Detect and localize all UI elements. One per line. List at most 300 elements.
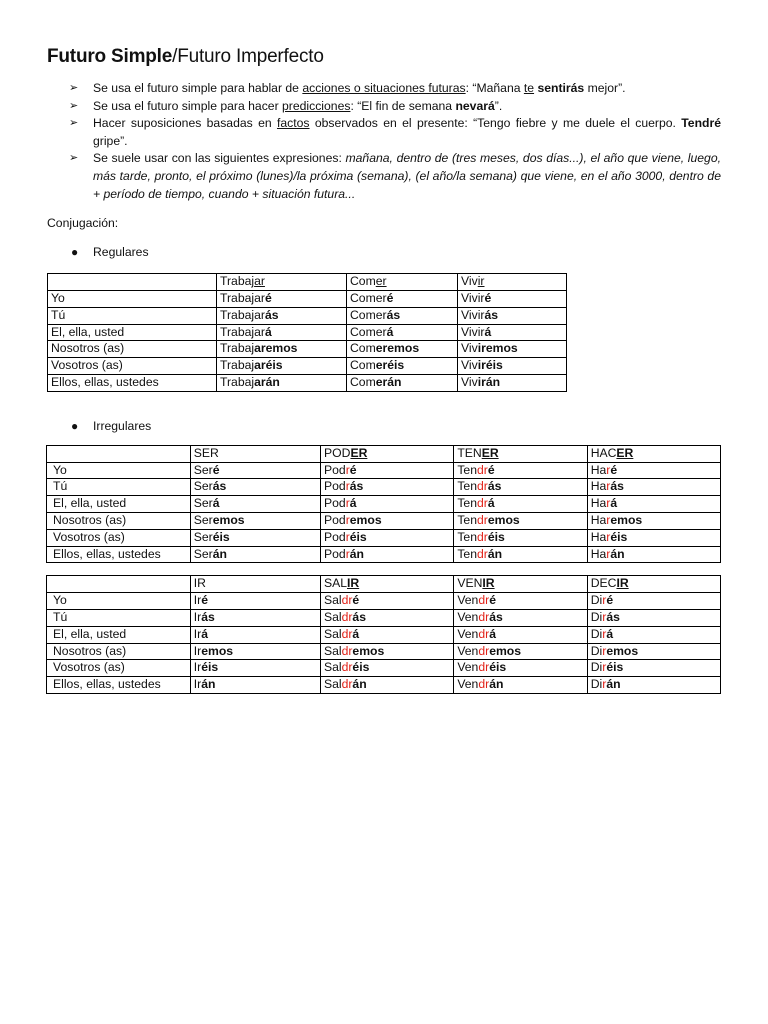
table-cell (217, 341, 347, 358)
text-segment: Nosotros (as) (53, 643, 127, 658)
text-segment: á (606, 626, 614, 641)
text-segment: IR (482, 576, 495, 591)
text-segment: Nosotros (as) (51, 341, 125, 356)
irregular-verbs-table-2 (46, 575, 721, 694)
text-segment: Di (590, 609, 603, 624)
text-segment: Pod (324, 529, 346, 544)
table-header-row (48, 274, 567, 291)
text-segment: Vivir (461, 324, 485, 339)
table-cell (454, 626, 587, 643)
table-cell (347, 307, 458, 324)
text-segment: Sal (323, 660, 342, 675)
table-cell (47, 677, 191, 694)
text-segment: éis (610, 529, 628, 544)
text-segment: ER (481, 445, 499, 460)
table-cell (321, 529, 454, 546)
table-cell (48, 341, 217, 358)
text-segment: Com (350, 274, 376, 289)
text-segment: ás (349, 479, 364, 494)
table-cell (217, 274, 347, 291)
table-row (48, 290, 567, 307)
table-row (47, 643, 721, 660)
table-cell (347, 290, 458, 307)
text-segment: Ser (193, 462, 213, 477)
table-cell (47, 593, 191, 610)
text-segment: dr (478, 643, 490, 658)
table-cell (190, 529, 320, 546)
text-segment: é (201, 593, 208, 608)
table-cell (454, 677, 587, 694)
regulares-label: Regulares (93, 245, 149, 260)
table-row (48, 324, 567, 341)
table-cell (47, 576, 191, 593)
table-cell (587, 609, 720, 626)
text-segment: Ten (457, 529, 477, 544)
text-segment: Se suele usar con las siguientes expresiones: (93, 151, 346, 166)
table-cell (47, 479, 191, 496)
table-cell (454, 546, 587, 563)
text-segment: án (606, 677, 621, 692)
table-cell (320, 626, 453, 643)
text-segment: TEN (457, 445, 482, 460)
text-segment: eremos (375, 341, 420, 356)
table-cell (190, 576, 320, 593)
usage-list (47, 80, 721, 203)
table-row (47, 546, 721, 563)
text-segment: á (264, 324, 272, 339)
text-segment: SAL (323, 576, 347, 591)
table-cell (320, 660, 453, 677)
table-cell (47, 546, 191, 563)
table-cell (190, 496, 320, 513)
table-cell (47, 609, 191, 626)
text-segment: r (602, 660, 607, 675)
text-segment: dr (478, 660, 490, 675)
table-cell (190, 660, 320, 677)
text-segment: El, ella, usted (53, 496, 127, 511)
text-segment: Sal (323, 609, 342, 624)
table-cell (190, 462, 320, 479)
table-cell (458, 307, 567, 324)
table-row (48, 341, 567, 358)
table-cell (321, 462, 454, 479)
table-cell (190, 546, 320, 563)
table-cell (587, 643, 720, 660)
table-cell (587, 660, 720, 677)
table-cell (587, 546, 720, 563)
text-segment: é (349, 462, 357, 477)
text-segment: emos (610, 512, 643, 527)
text-segment: observados en el presente: “Tengo fiebre y me duele el cuerpo. (309, 116, 682, 131)
text-segment: iremos (477, 341, 518, 356)
text-segment: Com (350, 358, 376, 373)
table-cell (458, 358, 567, 375)
text-segment: r (345, 462, 350, 477)
text-segment: r (606, 546, 611, 561)
text-segment: Tú (51, 307, 66, 322)
text-segment: arán (254, 374, 280, 389)
text-segment: Ellos, ellas, ustedes (53, 546, 161, 561)
table-cell (454, 576, 587, 593)
table-row (47, 626, 721, 643)
table-row (47, 512, 721, 529)
table-cell (217, 290, 347, 307)
text-segment: emos (489, 643, 522, 658)
text-segment: Ven (457, 677, 479, 692)
table-cell (454, 643, 587, 660)
text-segment: án (610, 546, 625, 561)
table-cell (347, 341, 458, 358)
text-segment: án (489, 677, 504, 692)
table-cell (321, 445, 454, 462)
text-segment: é (606, 593, 614, 608)
table-row (47, 496, 721, 513)
table-row (47, 660, 721, 677)
table-cell (587, 677, 720, 694)
text-segment: r (602, 643, 607, 658)
text-segment: Yo (51, 290, 65, 305)
text-segment: Trabaj (220, 358, 255, 373)
text-segment: é (610, 462, 618, 477)
text-segment: r (345, 479, 350, 494)
text-segment: Trabajar (220, 324, 265, 339)
text-segment: ás (352, 609, 366, 624)
text-segment: dr (478, 593, 490, 608)
text-segment: Hacer suposiciones basadas en (93, 116, 277, 131)
text-segment: ás (487, 479, 502, 494)
text-segment: emos (201, 643, 234, 658)
document-page (47, 44, 721, 694)
text-segment: Ser (193, 512, 213, 527)
text-segment: Vosotros (as) (53, 660, 125, 675)
text-segment: dr (478, 677, 490, 692)
text-segment: Di (590, 593, 603, 608)
table-cell (47, 529, 191, 546)
text-segment: dr (341, 593, 353, 608)
text-segment: Tendré (681, 116, 721, 131)
text-segment: ás (484, 307, 499, 322)
table-row (48, 374, 567, 391)
title-bold: Futuro Simple (47, 46, 173, 67)
text-segment: iréis (477, 358, 503, 373)
text-segment: Sal (323, 593, 342, 608)
table-cell (190, 445, 320, 462)
text-segment: á (489, 626, 496, 641)
text-segment: IR (616, 576, 629, 591)
text-segment: dr (476, 546, 488, 561)
text-segment: Trabaj (220, 274, 255, 289)
text-segment: án (487, 546, 503, 561)
table-cell (190, 593, 320, 610)
text-segment: eréis (375, 358, 405, 373)
table-cell (47, 643, 191, 660)
text-segment: Trabajar (220, 307, 265, 322)
text-segment: Ha (590, 529, 607, 544)
text-segment: r (345, 546, 350, 561)
text-segment: Yo (53, 462, 67, 477)
text-segment: ”. (494, 98, 503, 113)
text-segment: te (523, 81, 535, 95)
text-segment: Ellos, ellas, ustedes (53, 677, 161, 692)
table-cell (48, 307, 217, 324)
text-segment: emos (606, 643, 639, 658)
table-cell (347, 358, 458, 375)
table-cell (321, 496, 454, 513)
text-segment: Trabaj (220, 374, 255, 389)
table-cell (320, 677, 453, 694)
text-segment: r (345, 529, 350, 544)
table-cell (217, 358, 347, 375)
text-segment: Trabaj (220, 341, 255, 356)
table-cell (458, 290, 567, 307)
text-segment: án (352, 677, 367, 692)
text-segment: dr (478, 626, 490, 641)
text-segment: r (606, 496, 611, 511)
text-segment: Ir (193, 677, 202, 692)
table-cell (454, 496, 587, 513)
table-cell (47, 512, 191, 529)
text-segment: dr (476, 479, 488, 494)
text-segment: ás (264, 307, 279, 322)
text-segment: án (212, 546, 227, 561)
text-segment: Pod (324, 462, 346, 477)
text-segment: ER (616, 445, 634, 460)
text-segment: Ven (457, 593, 479, 608)
table-row (47, 593, 721, 610)
text-segment: Comer (350, 290, 387, 305)
text-segment: r (606, 462, 611, 477)
text-segment: Viv (461, 358, 478, 373)
text-segment: Ten (457, 512, 477, 527)
text-segment: dr (478, 609, 490, 624)
text-segment: Ven (457, 643, 479, 658)
text-segment: dr (341, 660, 353, 675)
table-cell (217, 307, 347, 324)
text-segment: éis (201, 660, 219, 675)
table-cell (454, 445, 587, 462)
text-segment: Vosotros (as) (53, 529, 125, 544)
table-row (47, 677, 721, 694)
text-segment: Se usa el futuro simple para hacer (93, 98, 283, 113)
text-segment: á (352, 626, 360, 641)
table-cell (190, 609, 320, 626)
arrow-bullet-icon: ➢ (69, 117, 79, 130)
table-cell (47, 496, 191, 513)
text-segment: Viv (461, 274, 478, 289)
text-segment: nevará (455, 98, 495, 113)
table-cell (190, 512, 320, 529)
text-segment: é (489, 593, 496, 608)
text-segment: mejor”. (584, 81, 626, 95)
text-segment: Viv (461, 341, 478, 356)
text-segment: Ven (457, 609, 479, 624)
table-cell (454, 593, 587, 610)
text-segment: éis (352, 660, 370, 675)
text-segment: Ven (457, 626, 479, 641)
text-segment: Di (590, 626, 603, 641)
text-segment: r (345, 496, 350, 511)
table-cell (458, 341, 567, 358)
table-cell (454, 529, 587, 546)
text-segment: ás (606, 609, 620, 624)
dot-bullet-icon: ● (71, 245, 79, 260)
text-segment: Ten (457, 496, 477, 511)
text-segment: emos (487, 512, 520, 527)
text-segment: aremos (254, 341, 298, 356)
text-segment: éis (489, 660, 507, 675)
table-cell (48, 324, 217, 341)
text-segment: éis (212, 529, 230, 544)
text-segment: Se usa el futuro simple para hablar de (93, 81, 303, 95)
text-segment: á (610, 496, 618, 511)
table-cell (47, 462, 191, 479)
text-segment: El, ella, usted (51, 324, 125, 339)
text-segment: éis (606, 660, 624, 675)
text-segment: á (349, 496, 357, 511)
text-segment: Sal (323, 677, 342, 692)
text-segment: Vivir (461, 290, 485, 305)
text-segment: Tú (53, 609, 68, 624)
text-segment: Tú (53, 479, 68, 494)
table-cell (190, 479, 320, 496)
table-cell (190, 626, 320, 643)
text-segment: Vivir (461, 307, 485, 322)
table-cell (587, 529, 720, 546)
text-segment: Ha (590, 462, 607, 477)
table-cell (320, 593, 453, 610)
table-cell (454, 660, 587, 677)
text-segment: emos (212, 512, 245, 527)
text-segment: POD (324, 445, 351, 460)
text-segment: dr (476, 496, 488, 511)
table-row (47, 479, 721, 496)
text-segment: Ser (193, 496, 213, 511)
text-segment: é (212, 462, 220, 477)
table-cell (587, 479, 720, 496)
text-segment: ER (350, 445, 368, 460)
table-cell (458, 274, 567, 291)
text-segment: é (487, 462, 495, 477)
text-segment: dr (476, 462, 488, 477)
text-segment: ás (386, 307, 401, 322)
text-segment: Com (350, 374, 376, 389)
usage-item (69, 98, 721, 116)
table-cell (587, 496, 720, 513)
text-segment: Di (590, 660, 603, 675)
table-cell (587, 445, 720, 462)
table-cell (587, 626, 720, 643)
table-cell (454, 609, 587, 626)
text-segment: Ir (193, 660, 202, 675)
text-segment: Vosotros (as) (51, 358, 123, 373)
regular-verbs-table (47, 273, 567, 392)
text-segment: á (212, 496, 220, 511)
text-segment: Ha (590, 496, 607, 511)
table-cell (47, 660, 191, 677)
text-segment: r (606, 479, 611, 494)
text-segment: Comer (350, 307, 387, 322)
table-cell (47, 626, 191, 643)
text-segment: dr (341, 626, 353, 641)
text-segment: dr (341, 677, 353, 692)
table-cell (458, 324, 567, 341)
text-segment: Trabajar (220, 290, 265, 305)
usage-item (69, 150, 721, 203)
dot-bullet-icon: ● (71, 418, 79, 433)
text-segment: Pod (324, 479, 346, 494)
text-segment: dr (341, 609, 353, 624)
text-segment: án (349, 546, 364, 561)
text-segment: r (606, 512, 611, 527)
text-segment: factos (276, 116, 310, 131)
table-row (47, 609, 721, 626)
text-segment: Comer (350, 324, 387, 339)
text-segment: Ha (590, 512, 607, 527)
text-segment: ás (489, 609, 503, 624)
table-cell (48, 358, 217, 375)
text-segment: irán (477, 374, 501, 389)
regulares-heading (47, 244, 721, 261)
text-segment: éis (487, 529, 505, 544)
table-header-row (47, 445, 721, 462)
text-segment: DEC (590, 576, 617, 591)
text-segment: é (386, 290, 394, 305)
table-cell (454, 479, 587, 496)
table-cell (587, 462, 720, 479)
text-segment: á (386, 324, 394, 339)
text-segment: sentirás (537, 81, 585, 95)
text-segment: mañana, dentro de (tres meses, dos días...), el año que viene, luego, más tarde, pronto, el próximo (lunes)/la próxima (semana), (el año/la semana) que viene, en el año 3000, dentro de + período de tiempo, cuando + situación futura... (93, 151, 721, 201)
table-cell (48, 374, 217, 391)
text-segment: IR (347, 576, 360, 591)
text-segment: VEN (457, 576, 483, 591)
text-segment: éis (349, 529, 367, 544)
table-cell (48, 274, 217, 291)
text-segment: Ir (193, 593, 202, 608)
title-rest: /Futuro Imperfecto (172, 46, 324, 67)
text-segment: dr (476, 512, 488, 527)
text-segment: Ser (193, 546, 213, 561)
text-segment: Yo (53, 593, 67, 608)
text-segment: ás (212, 479, 227, 494)
text-segment: El, ella, usted (53, 626, 127, 641)
text-segment: Sal (323, 643, 342, 658)
text-segment: Ser (193, 529, 213, 544)
table-row (48, 358, 567, 375)
table-cell (320, 609, 453, 626)
text-segment: r (606, 529, 611, 544)
table-cell (217, 324, 347, 341)
text-segment: Pod (324, 496, 346, 511)
text-segment: SER (193, 445, 219, 460)
text-segment: r (602, 626, 607, 641)
text-segment: ir (477, 274, 485, 289)
arrow-bullet-icon: ➢ (69, 99, 79, 112)
arrow-bullet-icon: ➢ (69, 152, 79, 165)
table-cell (458, 374, 567, 391)
text-segment: Ir (193, 626, 202, 641)
text-segment: r (602, 677, 607, 692)
text-segment: á (201, 626, 208, 641)
text-segment: Ten (457, 479, 477, 494)
page-title (47, 44, 721, 70)
text-segment: Ha (590, 546, 607, 561)
text-segment: HAC (590, 445, 617, 460)
table-cell (587, 576, 720, 593)
table-cell (454, 512, 587, 529)
table-cell (321, 512, 454, 529)
arrow-bullet-icon: ➢ (69, 82, 79, 94)
